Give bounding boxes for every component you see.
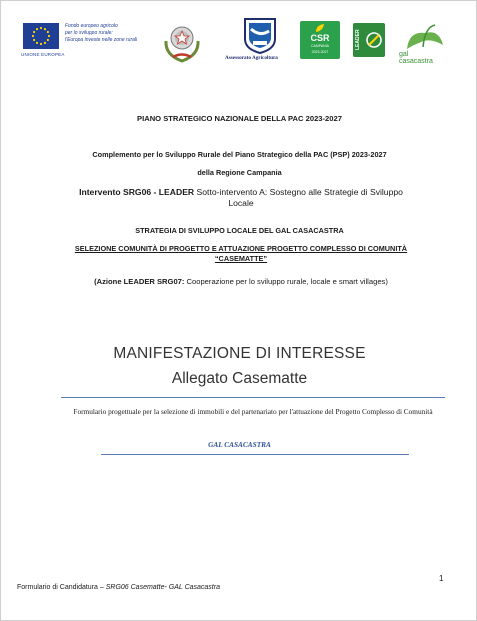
eu-fund-text: Fondo europeo agricolo per lo sviluppo rurale: l'Europa investe nelle zone rurali (65, 23, 138, 43)
eu-caption: UNIONE EUROPEA (21, 52, 65, 57)
gal-casacastra-logo (399, 23, 449, 63)
divider-top (61, 397, 445, 398)
leader-logo: LEADER (353, 23, 385, 57)
divider-bottom (101, 454, 409, 455)
page-footer: Formulario di Candidatura – SRG06 Casematte- GAL Casacastra (17, 584, 220, 591)
tree-icon (399, 23, 449, 51)
leaf-icon (314, 23, 326, 33)
logo-bar (21, 15, 461, 67)
main-subtitle: Allegato Casematte (171, 370, 308, 387)
selezione-line: SELEZIONE COMUNITÀ DI PROGETTO E ATTUAZIONE PROGETTO COMPLESSO DI COMUNITÀ “CASEMATTE” (74, 244, 408, 263)
eu-logo (21, 21, 161, 65)
complemento-line: Complemento per lo Sviluppo Rurale del Piano Strategico della PAC (PSP) 2023-2027 (92, 150, 387, 159)
italian-emblem-icon (161, 19, 203, 63)
eu-flag-icon (23, 23, 59, 49)
plan-title: PIANO STRATEGICO NAZIONALE DELLA PAC 2023-2027 (137, 114, 342, 123)
intervento-line: Intervento SRG06 - LEADER Sotto-intervento A: Sostegno alle Strategie di Sviluppo Locale (79, 187, 403, 208)
gal-logo-text: gal casacastra (399, 51, 433, 65)
main-title: MANIFESTAZIONE DI INTERESSE (113, 345, 366, 362)
gal-name: GAL CASACASTRA (208, 440, 271, 449)
regione-campania-logo (225, 17, 289, 67)
page-number: 1 (439, 574, 444, 583)
formulario-description: Formulario progettuale per la selezione di immobili e del partenariato per l'attuazione del Progetto Complesso di Comunità (73, 407, 433, 416)
strategia-line: STRATEGIA DI SVILUPPO LOCALE DEL GAL CASACASTRA (135, 226, 344, 235)
campania-caption: Assessorato Agricoltura (225, 55, 278, 61)
regione-line: della Regione Campania (197, 168, 282, 177)
azione-line: (Azione LEADER SRG07: Cooperazione per lo sviluppo rurale, locale e smart villages) (94, 277, 388, 286)
csr-campania-logo: CSR CAMPANIA 2023-2027 (300, 21, 340, 59)
leader-emblem-icon (365, 29, 383, 51)
